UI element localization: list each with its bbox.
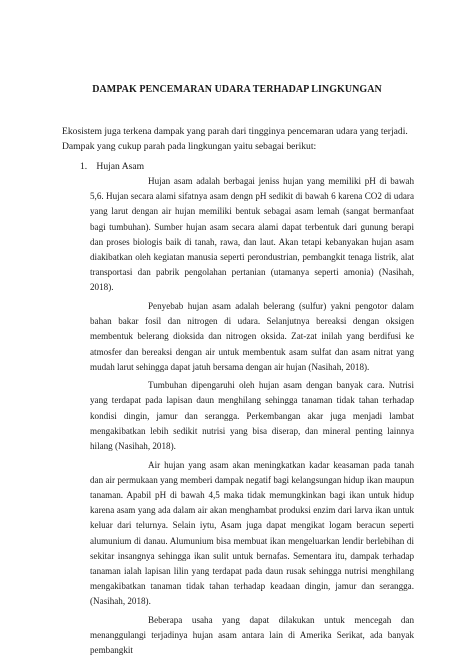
list-item-number: 1. [80, 161, 88, 172]
paragraph: Beberapa usaha yang dapat dilakukan untuk mencegah dan menanggulangi terjadinya hujan asam antara lain di Amerika Serikat, ada banyak pembangkit [90, 614, 414, 656]
list-item-label: Hujan Asam [96, 161, 145, 172]
paragraph: Penyebab hujan asam adalah belerang (sulfur) yakni pengotor dalam bahan bakar fosil dan nitrogen di udara. Selanjutnya bereaksi dengan oksigen membentuk belerang dioksida dan nitrogen oksida. Zat-zat inilah yang berdifusi ke atmosfer dan bereaksi dengan air untuk membentuk asam sulfat dan asam nitrat yang mudah larut sehingga dapat jatuh bersama dengan air hujan (Nasihah, 2018). [90, 300, 414, 372]
paragraph: Tumbuhan dipengaruhi oleh hujan asam dengan banyak cara. Nutrisi yang terdapat pada lapisan daun menghilang sehingga tanaman tidak tahan terhadap kondisi dingin, jamur dan serangga. Perkembangan akar juga menjadi lambat mengakibatkan lebih sedikit nutrisi yang bisa diserap, dan mineral penting lainnya hilang (Nasihah, 2018). [90, 380, 414, 452]
document-body [90, 174, 414, 662]
intro-line-2: Dampak yang cukup parah pada lingkungan yaitu sebagai berikut: [62, 141, 317, 152]
paragraph: Hujan asam adalah berbagai jeniss hujan yang memiliki pH di bawah 5,6. Hujan secara alami sifatnya asam dengn pH sedikit di bawah 6 karena CO2 di udara yang larut dengan air hujan memiliki bentuk sebagai asam lemah (sangat bermanfaat bagi tumbuhan). Sumber hujan asam secara alami dapat terbentuk dari gunung berapi dan proses biologis baik di tanah, rawa, dan laut. Akan tetapi kebanyakan hujan asam diakibatkan oleh kegiatan manusia seperti perondustrian, pembangkit tenaga listrik, alat transportasi dan pabrik pengolahan pertanian (utamanya seperti amonia) (Nasihah, 2018). [90, 176, 414, 293]
document-title: DAMPAK PENCEMARAN UDARA TERHADAP LINGKUNGAN [92, 84, 382, 95]
intro-line-1: Ekosistem juga terkena dampak yang parah dari tingginya pencemaran udara yang terjadi. [62, 126, 408, 137]
list-item [80, 159, 144, 175]
paragraph: Air hujan yang asam akan meningkatkan kadar keasaman pada tanah dan air permukaan yang memberi dampak negatif bagi kelangsungan hidup ikan maupun tanaman. Apabil pH di bawah 4,5 maka tidak memungkinkan bagi ikan untuk hidup karena asam yang ada dalam air akan menghambat produksi enzim dari larva ikan untuk keluar dari telurnya. Selain iytu, Asam juga dapat mengikat logam beracun seperti alumunium di danau. Alumunium bisa membuat ikan mengeluarkan lendir berlebihan di sekitar insangnya sehingga ikan sulit untuk bernafas. Sementara itu, dampak terhadap tanaman ialah lapisan lilin yang terdapat pada daun rusak sehingga nutrisi menghilang mengakibatkan tanaman tidak tahan terhadap keadaan dingin, jamur dan serangga. (Nasihah, 2018). [90, 459, 414, 607]
